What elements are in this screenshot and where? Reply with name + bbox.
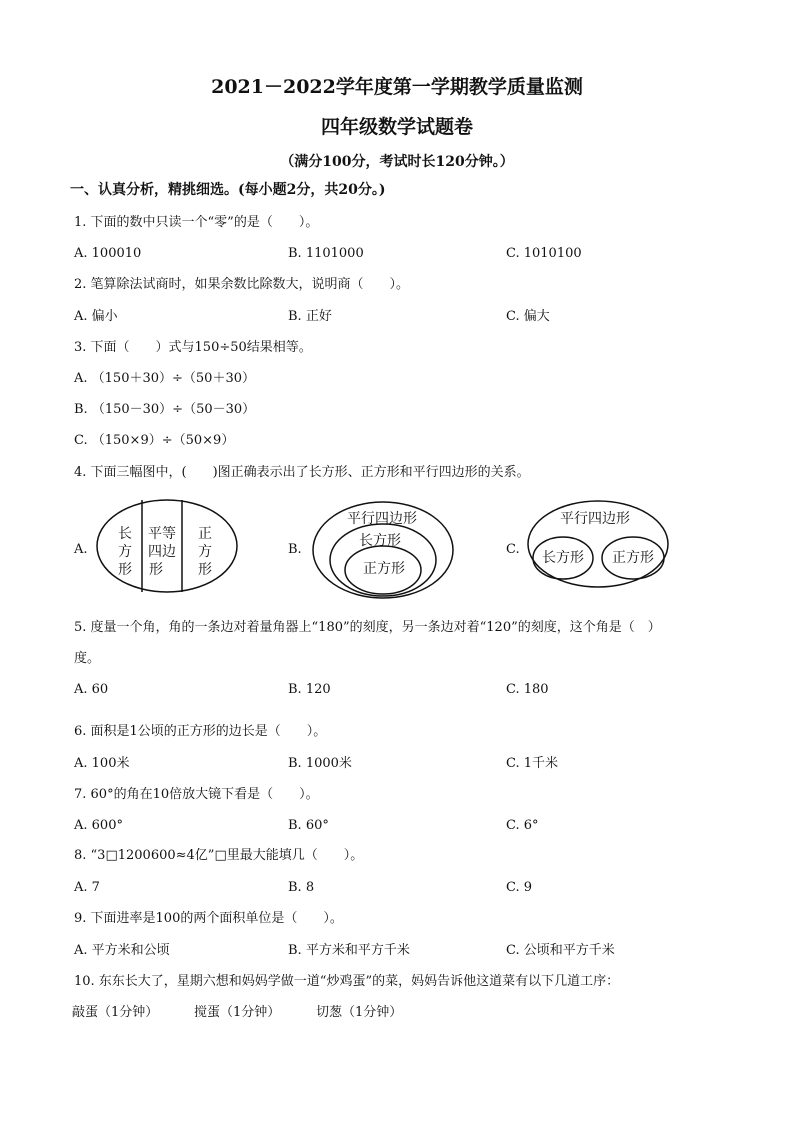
fig-c-left-label: 长方形 bbox=[542, 550, 584, 566]
q2-option-a: A. 偏小 bbox=[74, 309, 118, 324]
fig-a-col1-line1: 长 bbox=[118, 526, 132, 542]
q6-option-c: C. 1千米 bbox=[506, 756, 559, 771]
fig-a-col2-line3: 形 bbox=[149, 562, 163, 578]
exam-note: （满分100分，考试时长120分钟。） bbox=[280, 154, 514, 170]
figure-b-diagram bbox=[310, 498, 456, 602]
fig-a-col2-line2: 四边 bbox=[148, 544, 176, 560]
q7-option-b: B. 60° bbox=[288, 818, 329, 833]
fig-a-col2-line1: 平等 bbox=[148, 526, 176, 542]
fig-a-col1-line3: 形 bbox=[118, 562, 132, 578]
question-8: 8. “3□1200600≈4亿”□里最大能填几（ ）。 bbox=[74, 848, 364, 863]
question-1: 1. 下面的数中只读一个“零”的是（ ）。 bbox=[74, 215, 319, 230]
q5-option-c: C. 180 bbox=[506, 682, 549, 697]
question-7: 7. 60°的角在10倍放大镜下看是（ ）。 bbox=[74, 787, 319, 802]
q10-step-1: 敲蛋（1分钟） bbox=[72, 1005, 159, 1020]
fig-a-col1-line2: 方 bbox=[118, 544, 132, 560]
q5-option-b: B. 120 bbox=[288, 682, 331, 697]
question-9: 9. 下面进率是100的两个面积单位是（ ）。 bbox=[74, 911, 343, 926]
q9-option-c: C. 公顷和平方千米 bbox=[506, 943, 615, 958]
q6-option-a: A. 100米 bbox=[74, 756, 130, 771]
q9-option-b: B. 平方米和平方千米 bbox=[288, 943, 410, 958]
q9-option-a: A. 平方米和公顷 bbox=[74, 943, 170, 958]
fig-c-right-label: 正方形 bbox=[612, 550, 654, 566]
fig-b-outer-label: 平行四边形 bbox=[347, 511, 417, 527]
question-5: 5. 度量一个角，角的一条边对着量角器上“180”的刻度，另一条边对着“120”的刻度，这个角是（ ） bbox=[74, 620, 661, 635]
question-10: 10. 东东长大了，星期六想和妈妈学做一道“炒鸡蛋”的菜，妈妈告诉他这道菜有以下几道工序： bbox=[74, 974, 620, 989]
q10-step-3: 切葱（1分钟） bbox=[316, 1005, 403, 1020]
q4-option-b: B. bbox=[288, 542, 302, 557]
q1-option-b: B. 1101000 bbox=[288, 246, 364, 261]
q3-option-a: A. （150＋30）÷（50＋30） bbox=[74, 371, 255, 386]
q2-option-c: C. 偏大 bbox=[506, 309, 550, 324]
q3-option-b: B. （150－30）÷（50－30） bbox=[74, 402, 256, 417]
q6-option-b: B. 1000米 bbox=[288, 756, 352, 771]
question-4: 4. 下面三幅图中，( )图正确表示出了长方形、正方形和平行四边形的关系。 bbox=[74, 465, 530, 480]
question-5-cont: 度。 bbox=[74, 651, 101, 666]
q8-option-b: B. 8 bbox=[288, 880, 315, 895]
fig-b-middle-label: 长方形 bbox=[359, 533, 401, 549]
fig-a-col3-line2: 方 bbox=[198, 544, 212, 560]
q7-option-c: C. 6° bbox=[506, 818, 539, 833]
q1-option-a: A. 100010 bbox=[74, 246, 142, 261]
exam-subtitle: 四年级数学试题卷 bbox=[320, 116, 473, 138]
q4-option-c: C. bbox=[506, 542, 520, 557]
q7-option-a: A. 600° bbox=[74, 818, 123, 833]
figure-c-diagram bbox=[525, 498, 671, 590]
q5-option-a: A. 60 bbox=[74, 682, 109, 697]
exam-title: 2021－2022学年度第一学期教学质量监测 bbox=[211, 76, 583, 98]
q4-option-a: A. bbox=[74, 542, 88, 557]
fig-a-col3-line1: 正 bbox=[198, 526, 212, 542]
section-heading: 一、认真分析，精挑细选。(每小题2分，共20分。) bbox=[70, 182, 386, 198]
figure-a-diagram bbox=[94, 496, 240, 596]
question-6: 6. 面积是1公顷的正方形的边长是（ ）。 bbox=[74, 724, 327, 739]
fig-c-outer-label: 平行四边形 bbox=[560, 511, 630, 527]
question-3: 3. 下面（ ）式与150÷50结果相等。 bbox=[74, 340, 312, 355]
q10-step-2: 搅蛋（1分钟） bbox=[194, 1005, 281, 1020]
q3-option-c: C. （150×9）÷（50×9） bbox=[74, 433, 235, 448]
q8-option-a: A. 7 bbox=[74, 880, 100, 895]
q1-option-c: C. 1010100 bbox=[506, 246, 582, 261]
fig-a-col3-line3: 形 bbox=[198, 562, 212, 578]
fig-b-inner-label: 正方形 bbox=[363, 561, 405, 577]
q8-option-c: C. 9 bbox=[506, 880, 533, 895]
question-2: 2. 笔算除法试商时，如果余数比除数大，说明商（ ）。 bbox=[74, 277, 410, 292]
q2-option-b: B. 正好 bbox=[288, 309, 332, 324]
